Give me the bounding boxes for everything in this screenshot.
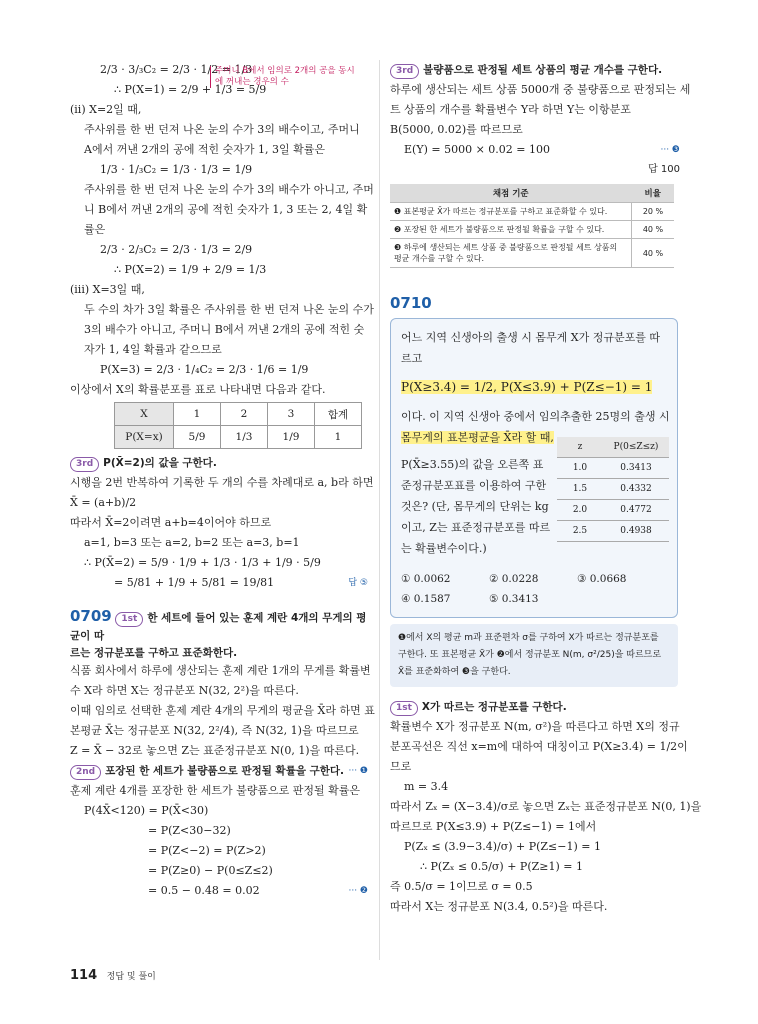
calc-line: ∴ P(Zₓ ≤ 0.5/σ) + P(Z≥1) = 1	[420, 860, 583, 873]
problem-box	[390, 318, 678, 618]
text-line: 시행을 2번 반복하여 기록한 두 개의 수를 차례대로 a, b라 하면	[70, 476, 374, 489]
text-line: 따라서 Zₓ = (X−3.4)/σ로 놓으면 Zₓ는 표준정규분포 N(0, 1)을	[390, 800, 702, 813]
text-line: 니 B에서 꺼낸 2개의 공에 적힌 숫자가 1, 3 또는 2, 4일 확	[84, 203, 368, 216]
text-line: A에서 꺼낸 2개의 공에 적힌 숫자가 1, 3일 확률은	[84, 143, 326, 156]
step-marker: ··· ❶	[348, 766, 368, 776]
table-header: 비율	[632, 184, 675, 203]
table-row	[557, 521, 669, 542]
calc-line	[390, 140, 680, 160]
question-line: 는 확률변수이다.)	[401, 542, 487, 555]
text-line: 자가 1, 4일 확률과 같으므로	[84, 343, 222, 356]
table-cell: ❸ 하루에 생산되는 세트 상품 중 불량품으로 판정될 세트 상품의 평균 개수를 구할 수 있다.	[390, 239, 632, 268]
calc-line: 2/3 · 2/₃C₂ = 2/3 · 1/3 = 2/9	[100, 243, 253, 256]
step-marker: ··· ❷	[348, 886, 368, 896]
step-title: X가 따르는 정규분포를 구한다.	[421, 701, 567, 713]
hint-box	[390, 624, 678, 687]
hint-line: ❶에서 X의 평균 m과 표준편차 σ를 구하여 X가 따르는 정규분포를	[398, 633, 659, 643]
problem-number	[390, 294, 680, 312]
table-cell: 1.0	[557, 458, 603, 479]
table-row	[390, 239, 674, 268]
table-cell: 40 %	[632, 239, 675, 268]
table-cell: 40 %	[632, 221, 675, 239]
calc-line: 즉 0.5/σ = 1이므로 σ = 0.5	[390, 880, 533, 893]
step-badge: 1st	[115, 612, 143, 627]
calc-line: X̄ = (a+b)/2	[70, 496, 137, 509]
question-line: 준정규분포표를 이용하여 구한	[401, 479, 547, 492]
step-badge: 3rd	[70, 457, 99, 472]
text-line: Z = X̄ − 32로 놓으면 Z는 표준정규분포 N(0, 1)을 따른다.	[70, 744, 360, 757]
text-line: 따라서 X̄=2이려면 a+b=4이어야 하므로	[70, 516, 272, 529]
table-cell: 1	[315, 426, 362, 449]
table-row	[115, 426, 362, 449]
text-line: 본평균 X̄는 정규분포 N(32, 2²/4), 즉 N(32, 1)을 따르므로	[70, 724, 359, 737]
annotation-note: 주머니 B에서 임의로 2개의 공을 동시에 꺼내는 경우의 수	[210, 66, 355, 88]
text-line: 므로	[390, 760, 412, 773]
table-row	[557, 458, 669, 479]
text-line: 주사위를 한 번 던져 나온 눈의 수가 3의 배수이고, 주머니	[84, 123, 360, 136]
calc-text: 2/3 · 3/₃C₂ = 2/3 · 1/2 = 1/3	[100, 63, 253, 76]
table-cell: 20 %	[632, 203, 675, 221]
table-cell: 1	[174, 403, 221, 426]
highlighted-condition: P(X≥3.4) = 1/2, P(X≤3.9) + P(Z≤−1) = 1	[401, 380, 653, 394]
step-heading	[70, 761, 368, 781]
text-line: 따라서 X는 정규분포 N(3.4, 0.5²)을 따른다.	[390, 900, 608, 913]
table-cell: ❷ 포장된 한 세트가 불량품으로 판정될 확률을 구할 수 있다.	[390, 221, 632, 239]
question-line: 어느 지역 신생아의 출생 시 몸무게 X가 정규분포를 따	[401, 331, 660, 344]
table-row	[390, 221, 674, 239]
table-cell: ❶ 표본평균 X̄가 따르는 정규분포를 구하고 표준화할 수 있다.	[390, 203, 632, 221]
text-line: 트 상품의 개수를 확률변수 Y라 하면 Y는 이항분포	[390, 103, 631, 116]
text-line: B(5000, 0.02)를 따르므로	[390, 123, 523, 136]
calc-line: = P(Z<−2) = P(Z>2)	[148, 844, 266, 857]
calc-line: a=1, b=3 또는 a=2, b=2 또는 a=3, b=1	[84, 536, 300, 549]
probability-distribution-table	[114, 402, 362, 449]
column-divider	[379, 60, 380, 960]
table-row	[390, 203, 674, 221]
step-badge: 1st	[390, 701, 418, 716]
grading-table	[390, 184, 674, 268]
table-cell: 2.5	[557, 521, 603, 542]
problem-number: 0709	[70, 607, 112, 625]
choice-4[interactable]: ④ 0.1587	[401, 593, 451, 605]
step-title: P(X̄=2)의 값을 구한다.	[103, 457, 217, 469]
text-line: 두 수의 차가 3일 확률은 주사위를 한 번 던져 나온 눈의 수가	[84, 303, 374, 316]
hint-line: 구한다. 또 표본평균 X̄가 ❷에서 정규분포 N(m, σ²/25)을 따르므로	[398, 650, 662, 660]
table-cell: 2.0	[557, 500, 603, 521]
table-cell: P(X=x)	[115, 426, 174, 449]
text-line: 수 X라 하면 X는 정규분포 N(32, 2²)을 따른다.	[70, 684, 299, 697]
calc-line: m = 3.4	[404, 780, 449, 793]
text-line: 이때 임의로 선택한 훈제 계란 4개의 무게의 평균을 X̄라 하면 표	[70, 704, 375, 717]
answer-choices	[401, 569, 667, 609]
table-cell: 0.4772	[603, 500, 669, 521]
question-line: 르고	[401, 352, 423, 365]
table-cell: 1/9	[268, 426, 315, 449]
step-heading	[70, 453, 368, 473]
question-line: 이다. 이 지역 신생아 중에서 임의추출한 25명의 출생 시	[401, 410, 670, 423]
table-cell: 0.3413	[603, 458, 669, 479]
table-header: P(0≤Z≤z)	[603, 437, 669, 458]
calc-line: P(X=3) = 2/3 · 1/₄C₂ = 2/3 · 1/6 = 1/9	[100, 363, 309, 376]
table-cell: 2	[221, 403, 268, 426]
step-heading	[390, 697, 680, 717]
page-number: 114	[70, 968, 98, 983]
choice-5[interactable]: ⑤ 0.3413	[489, 593, 539, 605]
step-title-cont: 르는 정규분포를 구하고 표준화한다.	[70, 647, 238, 659]
table-row	[557, 500, 669, 521]
step-title: 한 세트에 들어 있는 훈제 계란 4개의 무게의 평균이 따	[70, 612, 367, 642]
table-row	[557, 479, 669, 500]
table-row	[557, 437, 669, 458]
text-line: 률은	[84, 223, 106, 236]
text-line: 식품 회사에서 하루에 생산되는 훈제 계란 1개의 무게를 확률변	[70, 664, 371, 677]
problem-number-text: 0710	[390, 294, 432, 312]
left-column	[70, 60, 375, 901]
step-marker: ··· ❸	[660, 145, 680, 155]
page-label: 정답 및 풀이	[106, 972, 156, 982]
step-badge: 2nd	[70, 765, 101, 780]
calc-text: E(Y) = 5000 × 0.02 = 100	[404, 143, 550, 156]
step-badge: 3rd	[390, 64, 419, 79]
text-line: 주사위를 한 번 던져 나온 눈의 수가 3의 배수가 아니고, 주머	[84, 183, 374, 196]
step-heading	[390, 60, 680, 80]
case-heading: (iii) X=3일 때,	[70, 283, 145, 296]
question-line: 이고, Z는 표준정규분포를 따르	[401, 521, 551, 534]
step-title: 포장된 한 세트가 불량품으로 판정될 확률을 구한다.	[105, 765, 345, 777]
text-line: 3의 배수가 아니고, 주머니 B에서 꺼낸 2개의 공에 적힌 숫	[84, 323, 365, 336]
calc-line: = P(Z≥0) − P(0≤Z≤2)	[148, 864, 273, 877]
table-cell: 5/9	[174, 426, 221, 449]
case-heading: (ii) X=2일 때,	[70, 103, 142, 116]
calc-line: ∴ P(X̄=2) = 5/9 · 1/9 + 1/3 · 1/3 + 1/9 · 5/9	[84, 556, 321, 569]
calc-line: = P(Z<30−32)	[148, 824, 231, 837]
answer-mark: 답 100	[648, 164, 680, 175]
calc-line: P(Zₓ ≤ (3.9−3.4)/σ) + P(Z≤−1) = 1	[404, 840, 601, 853]
standard-normal-table	[557, 437, 669, 542]
table-row	[390, 184, 674, 203]
choice-3[interactable]: ③ 0.0668	[577, 573, 627, 585]
text-line: 분포곡선은 직선 x=m에 대하여 대칭이고 P(X≥3.4) = 1/2이	[390, 740, 688, 753]
table-cell: 0.4332	[603, 479, 669, 500]
table-cell: X	[115, 403, 174, 426]
question-line: 것은? (단, 몸무게의 단위는 kg	[401, 500, 549, 513]
calc-line: ∴ P(X=2) = 1/9 + 2/9 = 1/3	[114, 263, 267, 276]
text-line: 이상에서 X의 확률분포를 표로 나타내면 다음과 같다.	[70, 383, 326, 396]
right-column	[390, 60, 702, 917]
problem-heading	[70, 607, 368, 645]
step-title: 불량품으로 판정될 세트 상품의 평균 개수를 구한다.	[423, 64, 663, 76]
table-cell: 합계	[315, 403, 362, 426]
question-text: P(X̄≥3.55)의 값을 오른쪽 표	[401, 458, 544, 471]
table-header: 채점 기준	[390, 184, 632, 203]
table-cell: 3	[268, 403, 315, 426]
text-line: 하루에 생산되는 세트 상품 5000개 중 불량품으로 판정되는 세	[390, 83, 691, 96]
text-line: 따르므로 P(X≤3.9) + P(Z≤−1) = 1에서	[390, 820, 597, 833]
hint-line: X̄를 표준화하여 ❸을 구한다.	[398, 667, 511, 677]
calc-text: = 5/81 + 1/9 + 5/81 = 19/81	[114, 576, 275, 589]
choice-1[interactable]: ① 0.0062	[401, 573, 451, 585]
calc-line: ∴ P(X=1) = 2/9 + 1/3 = 5/9	[114, 83, 267, 96]
calc-line	[70, 881, 368, 901]
text-line: 확률변수 X가 정규분포 N(m, σ²)을 따른다고 하면 X의 정규	[390, 720, 680, 733]
table-header: z	[557, 437, 603, 458]
calc-text: = 0.5 − 0.48 = 0.02	[148, 884, 260, 897]
table-cell: 1.5	[557, 479, 603, 500]
calc-line: 1/3 · 1/₃C₂ = 1/3 · 1/3 = 1/9	[100, 163, 253, 176]
answer-mark: 답 ⑤	[348, 578, 368, 588]
choice-2[interactable]: ② 0.0228	[489, 573, 539, 585]
question-line	[401, 377, 667, 398]
table-row	[115, 403, 362, 426]
table-cell: 0.4938	[603, 521, 669, 542]
calc-line	[70, 573, 368, 593]
highlighted-condition: 몸무게의 표본평균을 X̄라 할 때,	[401, 431, 554, 444]
table-cell: 1/3	[221, 426, 268, 449]
page-footer	[70, 968, 156, 983]
calc-line: P(4X̄<120) = P(X̄<30)	[84, 804, 209, 817]
text-line: 훈제 계란 4개를 포장한 한 세트가 불량품으로 판정될 확률은	[70, 784, 360, 797]
